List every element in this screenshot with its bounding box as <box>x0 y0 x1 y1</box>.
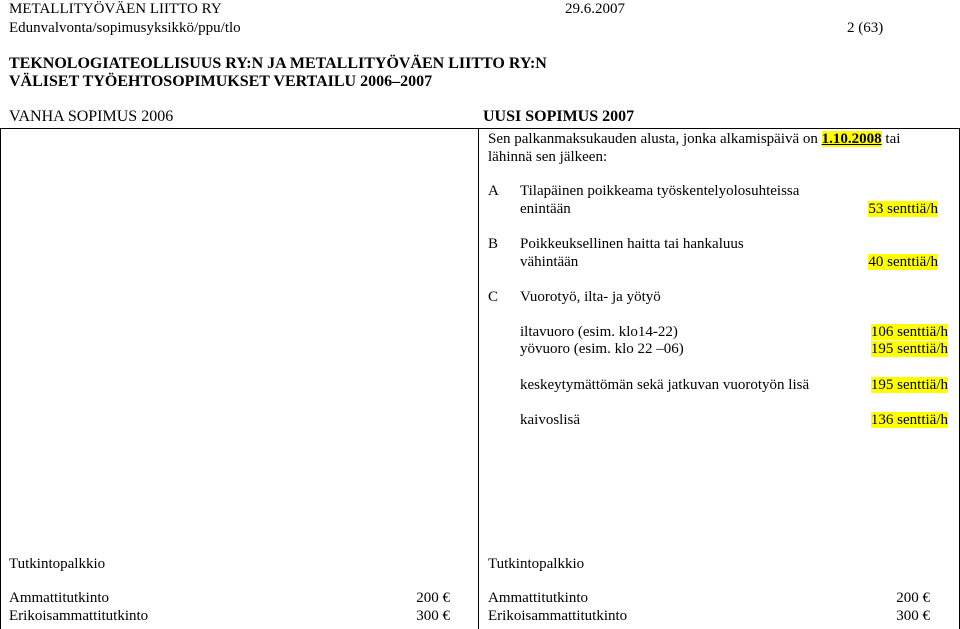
left-tutkintopalkkio-heading: Tutkintopalkkio <box>9 556 106 572</box>
right-ammattitutkinto-value: 200 € <box>896 590 930 606</box>
left-ammattitutkinto-label: Ammattitutkinto <box>9 590 109 606</box>
item-b-value: 40 senttiä/h <box>868 254 938 270</box>
header-path: Edunvalvonta/sopimusyksikkö/ppu/tlo <box>9 20 241 36</box>
left-ammattitutkinto-value: 200 € <box>416 590 450 606</box>
item-c-keskeytymaton-value: 195 senttiä/h <box>870 377 948 393</box>
item-b-letter: B <box>488 236 499 252</box>
item-a-line1: Tilapäinen poikkeama työskentelyolosuhteissa <box>520 183 800 199</box>
item-b-line1: Poikkeuksellinen haitta tai hankaluus <box>520 236 744 252</box>
header-org: METALLITYÖVÄEN LIITTO RY <box>9 1 222 17</box>
left-erikoisammattitutkinto-label: Erikoisammattitutkinto <box>9 608 149 624</box>
table-top-border <box>0 128 960 129</box>
header-date: 29.6.2007 <box>565 1 625 17</box>
intro-line2: lähinnä sen jälkeen: <box>488 149 608 165</box>
item-c-iltavuoro: iltavuoro (esim. klo14-22) <box>520 324 678 340</box>
title-line2: VÄLISET TYÖEHTOSOPIMUKSET VERTAILU 2006–2007 <box>9 73 433 90</box>
right-ammattitutkinto-label: Ammattitutkinto <box>488 590 588 606</box>
item-c-yovuoro: yövuoro (esim. klo 22 –06) <box>520 341 684 357</box>
header-page: 2 (63) <box>847 20 884 36</box>
left-erikoisammattitutkinto-value: 300 € <box>416 608 450 624</box>
intro-line1: Sen palkanmaksukauden alusta, jonka alkamispäivä on 1.10.2008 tai <box>488 131 901 147</box>
item-c-yovuoro-value: 195 senttiä/h <box>870 341 948 357</box>
item-c-line1: Vuorotyö, ilta- ja yötyö <box>520 289 661 305</box>
table-left-border <box>0 128 1 629</box>
item-c-keskeytymaton: keskeytymättömän sekä jatkuvan vuorotyön lisä <box>520 377 810 393</box>
item-b-line2: vähintään <box>520 254 579 270</box>
item-a-letter: A <box>488 183 499 199</box>
column-divider <box>478 128 479 629</box>
item-a-value: 53 senttiä/h <box>868 201 938 217</box>
column-old-heading: VANHA SOPIMUS 2006 <box>9 108 174 125</box>
right-erikoisammattitutkinto-value: 300 € <box>896 608 930 624</box>
item-c-kaivoslisa: kaivoslisä <box>520 412 580 428</box>
item-c-letter: C <box>488 289 499 305</box>
item-a-line2: enintään <box>520 201 571 217</box>
intro-date: 1.10.2008 <box>821 131 882 147</box>
item-c-iltavuoro-value: 106 senttiä/h <box>870 324 948 340</box>
right-tutkintopalkkio-heading: Tutkintopalkkio <box>488 556 585 572</box>
title-line1: TEKNOLOGIATEOLLISUUS RY:N JA METALLITYÖVÄEN LIITTO RY:N <box>9 55 547 72</box>
right-erikoisammattitutkinto-label: Erikoisammattitutkinto <box>488 608 628 624</box>
column-new-heading: UUSI SOPIMUS 2007 <box>483 108 635 125</box>
item-c-kaivoslisa-value: 136 senttiä/h <box>870 412 948 428</box>
